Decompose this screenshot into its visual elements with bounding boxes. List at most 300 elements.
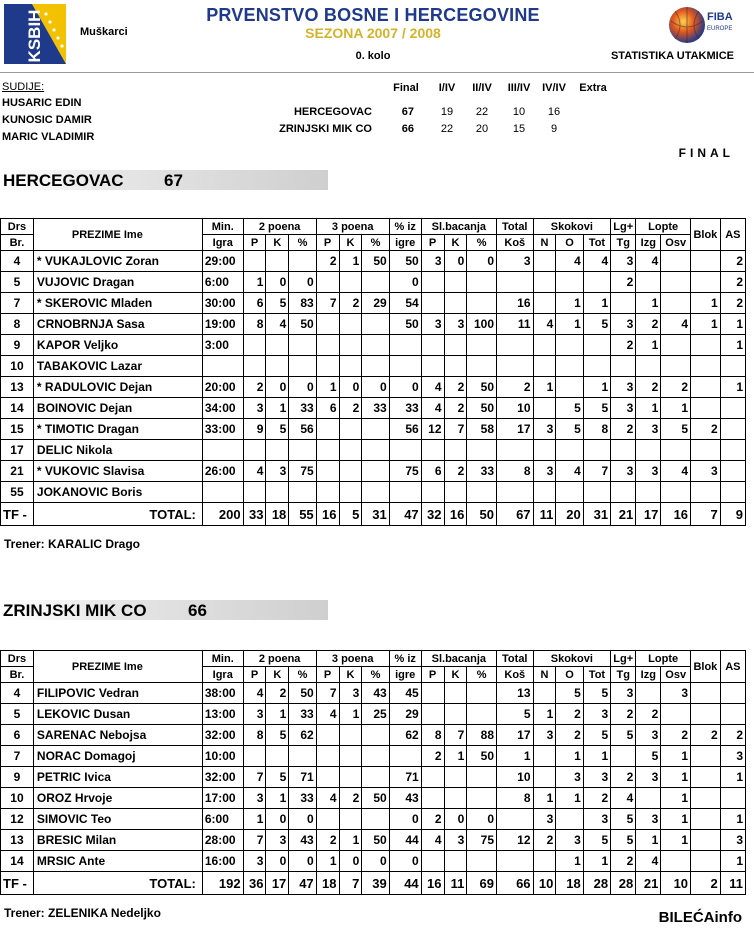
total-fg-pct: 47: [389, 503, 421, 526]
player-name: MRSIC Ante: [33, 851, 202, 872]
stat-blocks: [691, 356, 721, 377]
player-row: [1, 788, 746, 809]
stat-off-reb: 1: [533, 377, 556, 398]
stat-blocks: [691, 335, 721, 356]
score-header-extra: Extra: [579, 82, 607, 94]
stat-3p-pct: [362, 767, 389, 788]
stat-2p-pct: [289, 356, 316, 377]
column-header: Blok: [691, 219, 721, 251]
stat-points: 17: [497, 419, 534, 440]
stat-2p-pct: 33: [289, 704, 316, 725]
player-row: [1, 767, 746, 788]
stat-off-reb: 3: [533, 461, 556, 482]
player-number: 10: [1, 356, 34, 377]
player-name: SARENAC Nebojsa: [33, 725, 202, 746]
player-number: 8: [1, 314, 34, 335]
column-header: % iz: [389, 651, 421, 667]
column-header: Total: [497, 651, 534, 667]
stat-def-reb: [556, 272, 583, 293]
player-row: [1, 746, 746, 767]
column-subheader: Izg: [636, 235, 661, 251]
stat-ft-made: 2: [421, 809, 444, 830]
stat-ft-att: 2: [444, 398, 467, 419]
total-blocks: 7: [691, 503, 721, 526]
stat-turnovers: 5: [636, 746, 661, 767]
stat-2p-made: 9: [243, 419, 266, 440]
stat-tot-reb: 4: [583, 251, 610, 272]
stat-3p-pct: [362, 335, 389, 356]
stat-ft-att: [444, 293, 467, 314]
stat-assists: [720, 461, 745, 482]
stat-ft-att: [444, 788, 467, 809]
stat-3p-made: [316, 335, 339, 356]
column-subheader: Igra: [202, 235, 243, 251]
total-ft-pct: 69: [467, 872, 497, 895]
stat-steals: [661, 293, 691, 314]
stat-2p-att: 2: [266, 683, 289, 704]
stat-lg-tg: 3: [611, 683, 636, 704]
stat-minutes: [202, 482, 243, 503]
stat-off-reb: [533, 851, 556, 872]
referee-name: HUSARIC EDIN: [2, 97, 82, 109]
stat-tot-reb: [583, 272, 610, 293]
player-name: * TIMOTIC Dragan: [33, 419, 202, 440]
player-name: TABAKOVIC Lazar: [33, 356, 202, 377]
stat-fg-pct: [389, 482, 421, 503]
stat-3p-pct: [362, 440, 389, 461]
stat-2p-att: [266, 356, 289, 377]
score-final: 67: [401, 106, 414, 118]
stat-3p-att: 2: [339, 788, 362, 809]
stat-def-reb: 5: [556, 683, 583, 704]
stat-def-reb: [556, 377, 583, 398]
stat-3p-pct: [362, 314, 389, 335]
stat-tot-reb: 1: [583, 377, 610, 398]
stat-2p-pct: [289, 746, 316, 767]
stat-turnovers: 2: [636, 704, 661, 725]
stat-steals: [661, 482, 691, 503]
column-header: Skokovi: [533, 219, 611, 235]
stat-ft-pct: [467, 272, 497, 293]
column-subheader: K: [339, 667, 362, 683]
stat-minutes: [202, 356, 243, 377]
stat-3p-made: 6: [316, 398, 339, 419]
stat-steals: 1: [661, 398, 691, 419]
stat-ft-made: [421, 272, 444, 293]
statistics-label: STATISTIKA UTAKMICE: [610, 50, 734, 62]
stat-points: [497, 482, 534, 503]
column-subheader: K: [266, 235, 289, 251]
stat-fg-pct: [389, 440, 421, 461]
stat-off-reb: 3: [533, 419, 556, 440]
stat-ft-made: 12: [421, 419, 444, 440]
totals-label: TOTAL:: [33, 872, 202, 895]
stat-ft-att: [444, 704, 467, 725]
stat-3p-made: [316, 767, 339, 788]
stat-ft-made: 4: [421, 377, 444, 398]
column-header: Min.: [202, 651, 243, 667]
column-header: Drs: [1, 651, 34, 667]
stat-3p-att: 2: [339, 293, 362, 314]
stat-def-reb: 2: [556, 725, 583, 746]
page-title: PRVENSTVO BOSNE I HERCEGOVINE: [206, 5, 540, 25]
stat-off-reb: 1: [533, 704, 556, 725]
column-subheader: Br.: [1, 667, 34, 683]
stat-3p-pct: 50: [362, 830, 389, 851]
stat-assists: [720, 419, 745, 440]
stat-blocks: 1: [691, 314, 721, 335]
stat-3p-made: [316, 314, 339, 335]
total-3p-pct: 31: [362, 503, 389, 526]
total-min: 200: [202, 503, 243, 526]
stat-blocks: [691, 251, 721, 272]
stat-fg-pct: 62: [389, 725, 421, 746]
stat-fg-pct: [389, 335, 421, 356]
stat-minutes: 30:00: [202, 293, 243, 314]
stat-minutes: 13:00: [202, 704, 243, 725]
stat-fg-pct: 0: [389, 809, 421, 830]
stat-assists: [720, 683, 745, 704]
column-subheader: Tot: [583, 667, 610, 683]
stat-steals: [661, 704, 691, 725]
stat-off-reb: [533, 335, 556, 356]
stat-def-reb: 3: [556, 767, 583, 788]
stat-3p-att: 2: [339, 398, 362, 419]
stat-lg-tg: 5: [611, 725, 636, 746]
stat-off-reb: 1: [533, 788, 556, 809]
stat-steals: [661, 272, 691, 293]
stat-turnovers: 3: [636, 767, 661, 788]
stat-minutes: 16:00: [202, 851, 243, 872]
stat-fg-pct: 0: [389, 272, 421, 293]
stat-tot-reb: 1: [583, 746, 610, 767]
stat-3p-att: [339, 335, 362, 356]
stat-lg-tg: [611, 746, 636, 767]
totals-row: [1, 872, 746, 895]
stat-3p-att: [339, 461, 362, 482]
column-subheader: Osv: [661, 235, 691, 251]
stat-def-reb: [556, 356, 583, 377]
column-subheader: %: [362, 667, 389, 683]
stat-steals: 2: [661, 725, 691, 746]
stat-3p-made: [316, 356, 339, 377]
column-subheader: Koš: [497, 235, 534, 251]
stat-steals: 2: [661, 377, 691, 398]
stat-3p-pct: 50: [362, 251, 389, 272]
score-team-name: HERCEGOVAC: [293, 106, 372, 118]
stat-3p-att: 3: [339, 683, 362, 704]
player-name: BRESIC Milan: [33, 830, 202, 851]
column-subheader: %: [467, 667, 497, 683]
total-turnovers: 21: [636, 872, 661, 895]
column-subheader: P: [316, 667, 339, 683]
stat-steals: 4: [661, 461, 691, 482]
column-subheader: %: [289, 235, 316, 251]
player-row: [1, 683, 746, 704]
stat-def-reb: [556, 440, 583, 461]
player-row: [1, 293, 746, 314]
stat-ft-pct: [467, 704, 497, 725]
total-2p-made: 36: [243, 872, 266, 895]
stat-ft-att: [444, 335, 467, 356]
stat-2p-att: 5: [266, 419, 289, 440]
stat-fg-pct: 45: [389, 683, 421, 704]
stat-steals: 4: [661, 314, 691, 335]
stat-2p-att: [266, 746, 289, 767]
score-team-name: ZRINJSKI MIK CO: [279, 123, 372, 135]
stat-3p-att: [339, 440, 362, 461]
stat-fg-pct: 54: [389, 293, 421, 314]
stat-assists: 1: [720, 314, 745, 335]
column-subheader: %: [362, 235, 389, 251]
stat-3p-made: [316, 725, 339, 746]
stat-3p-pct: 33: [362, 398, 389, 419]
score-quarter: 16: [547, 106, 561, 118]
stat-2p-att: 5: [266, 293, 289, 314]
player-row: [1, 461, 746, 482]
stat-blocks: [691, 377, 721, 398]
stat-2p-made: 2: [243, 377, 266, 398]
stat-2p-made: [243, 440, 266, 461]
stat-steals: [661, 335, 691, 356]
player-row: [1, 725, 746, 746]
total-2p-made: 33: [243, 503, 266, 526]
stat-ft-att: 3: [444, 830, 467, 851]
column-header: Lopte: [636, 219, 691, 235]
stat-def-reb: 1: [556, 314, 583, 335]
stat-minutes: 19:00: [202, 314, 243, 335]
stat-2p-pct: 33: [289, 788, 316, 809]
stat-ft-pct: 0: [467, 809, 497, 830]
total-lg-tg: 28: [611, 872, 636, 895]
stat-fg-pct: 56: [389, 419, 421, 440]
stat-assists: 1: [720, 809, 745, 830]
stat-minutes: 28:00: [202, 830, 243, 851]
player-row: [1, 314, 746, 335]
stat-def-reb: 3: [556, 830, 583, 851]
stat-assists: [720, 482, 745, 503]
stat-2p-made: 7: [243, 830, 266, 851]
stat-tot-reb: 8: [583, 419, 610, 440]
stat-2p-made: 7: [243, 767, 266, 788]
stat-minutes: 29:00: [202, 251, 243, 272]
stat-lg-tg: 3: [611, 398, 636, 419]
stat-2p-made: 3: [243, 704, 266, 725]
total-assists: 11: [720, 872, 745, 895]
score-header-q2: II/IV: [472, 82, 492, 94]
stat-off-reb: [533, 398, 556, 419]
stat-3p-att: 0: [339, 377, 362, 398]
stat-lg-tg: 2: [611, 767, 636, 788]
stat-points: [497, 809, 534, 830]
stat-2p-att: [266, 251, 289, 272]
stat-def-reb: [556, 335, 583, 356]
stat-off-reb: 4: [533, 314, 556, 335]
stat-minutes: 6:00: [202, 272, 243, 293]
stat-fg-pct: 43: [389, 788, 421, 809]
svg-text:FIBA: FIBA: [707, 11, 733, 23]
stat-tot-reb: 1: [583, 293, 610, 314]
stat-3p-made: 2: [316, 830, 339, 851]
stat-steals: 5: [661, 419, 691, 440]
stat-2p-att: 3: [266, 461, 289, 482]
stat-steals: 1: [661, 809, 691, 830]
stat-def-reb: 1: [556, 293, 583, 314]
stat-3p-made: [316, 440, 339, 461]
stat-ft-pct: 50: [467, 398, 497, 419]
referee-name: KUNOSIC DAMIR: [2, 114, 92, 126]
player-number: 13: [1, 377, 34, 398]
stat-tot-reb: [583, 335, 610, 356]
player-number: 9: [1, 335, 34, 356]
team-bar-home: [0, 170, 328, 190]
stat-assists: 1: [720, 767, 745, 788]
stat-tot-reb: 3: [583, 704, 610, 725]
stat-points: [497, 356, 534, 377]
total-2p-att: 18: [266, 503, 289, 526]
stat-tot-reb: 5: [583, 314, 610, 335]
totals-label: TOTAL:: [33, 503, 202, 526]
stat-3p-att: 1: [339, 251, 362, 272]
stat-minutes: 33:00: [202, 419, 243, 440]
stat-ft-att: [444, 767, 467, 788]
stat-turnovers: [636, 788, 661, 809]
stat-2p-att: 5: [266, 725, 289, 746]
column-header: PREZIME Ime: [33, 219, 202, 251]
column-subheader: P: [421, 667, 444, 683]
player-name: NORAC Domagoj: [33, 746, 202, 767]
stat-blocks: [691, 788, 721, 809]
stat-blocks: 1: [691, 293, 721, 314]
stat-3p-att: [339, 272, 362, 293]
stat-steals: 3: [661, 683, 691, 704]
source-credit: BILEĆAinfo: [658, 909, 742, 926]
stat-ft-made: 6: [421, 461, 444, 482]
stat-2p-pct: 71: [289, 767, 316, 788]
stat-fg-pct: 50: [389, 251, 421, 272]
stat-turnovers: [636, 356, 661, 377]
total-lg-tg: 21: [611, 503, 636, 526]
score-quarter: 10: [512, 106, 526, 118]
stat-3p-att: 1: [339, 704, 362, 725]
team-score: 67: [164, 171, 183, 190]
player-name: * VUKOVIC Slavisa: [33, 461, 202, 482]
player-name: DELIC Nikola: [33, 440, 202, 461]
column-header: Drs: [1, 219, 34, 235]
stat-3p-pct: 0: [362, 377, 389, 398]
player-stats-table-away: [0, 650, 746, 895]
total-turnovers: 17: [636, 503, 661, 526]
column-subheader: P: [316, 235, 339, 251]
column-header: Sl.bacanja: [421, 219, 496, 235]
stat-3p-pct: 50: [362, 788, 389, 809]
column-header: Lg+: [611, 651, 636, 667]
total-tot-reb: 31: [583, 503, 610, 526]
stat-blocks: [691, 746, 721, 767]
stat-assists: 1: [720, 335, 745, 356]
stat-turnovers: 2: [636, 314, 661, 335]
player-row: [1, 272, 746, 293]
column-header: Lg+: [611, 219, 636, 235]
stat-minutes: 17:00: [202, 788, 243, 809]
stat-tot-reb: [583, 356, 610, 377]
stat-tot-reb: 1: [583, 851, 610, 872]
team-fouls-label: TF -: [1, 872, 34, 895]
stat-2p-pct: [289, 482, 316, 503]
stat-ft-made: [421, 788, 444, 809]
stat-minutes: 34:00: [202, 398, 243, 419]
stat-off-reb: 3: [533, 809, 556, 830]
column-subheader: O: [556, 235, 583, 251]
player-number: 55: [1, 482, 34, 503]
stat-tot-reb: 2: [583, 788, 610, 809]
stat-off-reb: [533, 440, 556, 461]
stat-blocks: [691, 851, 721, 872]
stat-points: 3: [497, 251, 534, 272]
total-steals: 10: [661, 872, 691, 895]
total-off-reb: 11: [533, 503, 556, 526]
stat-lg-tg: [611, 293, 636, 314]
stat-blocks: [691, 683, 721, 704]
stat-2p-made: 3: [243, 788, 266, 809]
stat-blocks: [691, 830, 721, 851]
stat-lg-tg: 3: [611, 461, 636, 482]
svg-text:EUROPE: EUROPE: [707, 26, 733, 32]
stat-2p-made: 8: [243, 725, 266, 746]
stat-blocks: [691, 482, 721, 503]
column-subheader: %: [289, 667, 316, 683]
stat-fg-pct: 75: [389, 461, 421, 482]
stat-tot-reb: 7: [583, 461, 610, 482]
stat-2p-pct: 0: [289, 851, 316, 872]
score-header-q3: III/IV: [507, 82, 531, 94]
stat-ft-att: 7: [444, 725, 467, 746]
team-name: ZRINJSKI MIK CO: [3, 601, 147, 620]
coach-name: Trener: KARALIC Drago: [4, 537, 141, 551]
column-header: AS: [720, 219, 745, 251]
stat-3p-att: [339, 482, 362, 503]
stat-3p-made: [316, 746, 339, 767]
player-name: BOINOVIC Dejan: [33, 398, 202, 419]
stat-blocks: [691, 272, 721, 293]
stat-3p-pct: [362, 746, 389, 767]
stat-3p-att: [339, 767, 362, 788]
stat-turnovers: 4: [636, 251, 661, 272]
stat-ft-pct: [467, 788, 497, 809]
stat-ft-made: 4: [421, 830, 444, 851]
stat-blocks: [691, 809, 721, 830]
total-def-reb: 20: [556, 503, 583, 526]
stat-def-reb: 1: [556, 788, 583, 809]
stat-ft-att: [444, 851, 467, 872]
total-2p-att: 17: [266, 872, 289, 895]
stat-minutes: 32:00: [202, 767, 243, 788]
total-steals: 16: [661, 503, 691, 526]
column-subheader: Tg: [611, 235, 636, 251]
stat-ft-pct: 50: [467, 746, 497, 767]
stat-points: 10: [497, 767, 534, 788]
stat-assists: [720, 704, 745, 725]
stat-points: 2: [497, 377, 534, 398]
column-header: 2 poena: [243, 219, 316, 235]
stat-3p-pct: 43: [362, 683, 389, 704]
stat-points: 17: [497, 725, 534, 746]
stat-2p-pct: 50: [289, 683, 316, 704]
stat-3p-pct: [362, 419, 389, 440]
stat-2p-pct: [289, 440, 316, 461]
stat-ft-made: [421, 704, 444, 725]
player-number: 17: [1, 440, 34, 461]
